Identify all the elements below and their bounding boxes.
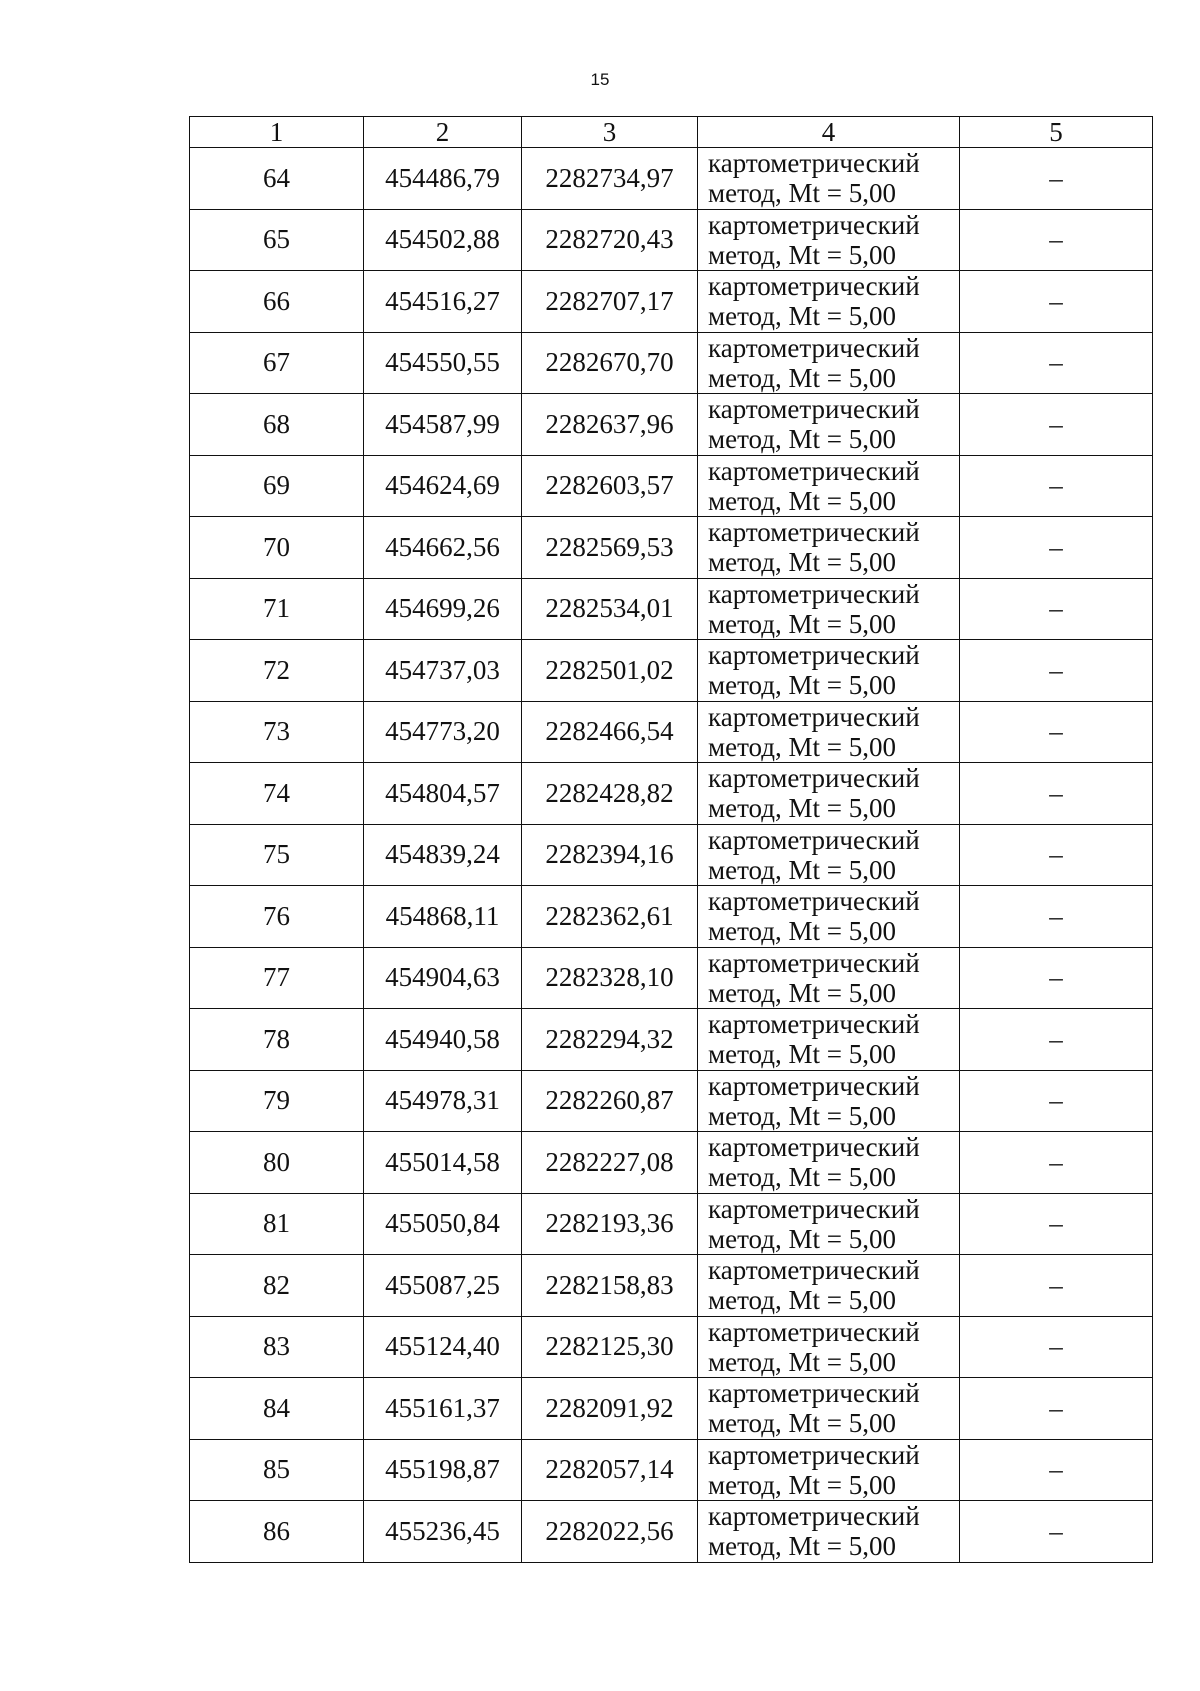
method-line-1: картометрический (708, 332, 920, 363)
method-cell (698, 886, 960, 948)
note-cell: – (960, 1070, 1153, 1132)
point-number: 72 (190, 640, 364, 702)
note-cell: – (960, 824, 1153, 886)
table-row (190, 1378, 1153, 1440)
point-number: 84 (190, 1378, 364, 1440)
table-row (190, 640, 1153, 702)
coordinate-y: 2282362,61 (522, 886, 698, 948)
note-cell: – (960, 1255, 1153, 1317)
method-line-1: картометрический (708, 578, 920, 609)
method-cell (698, 394, 960, 456)
coordinate-y: 2282734,97 (522, 148, 698, 210)
coordinate-x: 454978,31 (364, 1070, 522, 1132)
coordinates-table (189, 116, 1153, 1563)
method-cell (698, 1070, 960, 1132)
table-row (190, 763, 1153, 825)
method-line-2: метод, Mt = 5,00 (708, 731, 896, 762)
method-line-1: картометрический (708, 271, 920, 302)
method-cell (698, 1439, 960, 1501)
method-cell (698, 148, 960, 210)
table-body (190, 148, 1153, 1563)
method-cell (698, 209, 960, 271)
method-cell (698, 640, 960, 702)
coordinate-x: 455198,87 (364, 1439, 522, 1501)
method-line-2: метод, Mt = 5,00 (708, 608, 896, 639)
coordinate-y: 2282057,14 (522, 1439, 698, 1501)
method-line-2: метод, Mt = 5,00 (708, 670, 896, 701)
coordinate-x: 454868,11 (364, 886, 522, 948)
method-cell (698, 1132, 960, 1194)
coordinate-x: 454904,63 (364, 947, 522, 1009)
method-line-2: метод, Mt = 5,00 (708, 1100, 896, 1131)
coordinate-y: 2282022,56 (522, 1501, 698, 1563)
table-row (190, 824, 1153, 886)
table-row (190, 1439, 1153, 1501)
point-number: 68 (190, 394, 364, 456)
point-number: 70 (190, 517, 364, 579)
method-line-1: картометрический (708, 886, 920, 917)
coordinate-y: 2282707,17 (522, 271, 698, 333)
method-line-2: метод, Mt = 5,00 (708, 1531, 896, 1562)
point-number: 71 (190, 578, 364, 640)
coordinate-x: 454550,55 (364, 332, 522, 394)
coordinate-x: 454699,26 (364, 578, 522, 640)
table-row (190, 1193, 1153, 1255)
method-cell (698, 1316, 960, 1378)
method-line-1: картометрический (708, 209, 920, 240)
method-line-1: картометрический (708, 1193, 920, 1224)
coordinate-x: 454502,88 (364, 209, 522, 271)
method-line-1: картометрический (708, 1501, 920, 1532)
note-cell: – (960, 701, 1153, 763)
note-cell: – (960, 271, 1153, 333)
point-number: 67 (190, 332, 364, 394)
point-number: 73 (190, 701, 364, 763)
point-number: 86 (190, 1501, 364, 1563)
method-line-2: метод, Mt = 5,00 (708, 1223, 896, 1254)
table-row (190, 1009, 1153, 1071)
note-cell: – (960, 578, 1153, 640)
method-line-2: метод, Mt = 5,00 (708, 1285, 896, 1316)
point-number: 64 (190, 148, 364, 210)
point-number: 65 (190, 209, 364, 271)
method-line-1: картометрический (708, 763, 920, 794)
coordinate-x: 454773,20 (364, 701, 522, 763)
point-number: 78 (190, 1009, 364, 1071)
coordinate-y: 2282091,92 (522, 1378, 698, 1440)
method-cell (698, 947, 960, 1009)
coordinate-y: 2282394,16 (522, 824, 698, 886)
note-cell: – (960, 1009, 1153, 1071)
method-line-2: метод, Mt = 5,00 (708, 239, 896, 270)
method-line-2: метод, Mt = 5,00 (708, 1469, 896, 1500)
method-cell (698, 1255, 960, 1317)
point-number: 81 (190, 1193, 364, 1255)
point-number: 66 (190, 271, 364, 333)
coordinate-y: 2282328,10 (522, 947, 698, 1009)
note-cell: – (960, 1378, 1153, 1440)
method-cell (698, 1193, 960, 1255)
method-cell (698, 824, 960, 886)
method-line-2: метод, Mt = 5,00 (708, 178, 896, 209)
method-line-2: метод, Mt = 5,00 (708, 1408, 896, 1439)
coordinate-y: 2282125,30 (522, 1316, 698, 1378)
note-cell: – (960, 148, 1153, 210)
method-line-1: картометрический (708, 701, 920, 732)
method-line-1: картометрический (708, 148, 920, 179)
method-line-1: картометрический (708, 1009, 920, 1040)
method-line-2: метод, Mt = 5,00 (708, 485, 896, 516)
method-cell (698, 1501, 960, 1563)
table-row (190, 517, 1153, 579)
note-cell: – (960, 1316, 1153, 1378)
coordinate-y: 2282720,43 (522, 209, 698, 271)
coordinate-x: 455236,45 (364, 1501, 522, 1563)
page-number: 15 (590, 70, 610, 89)
point-number: 80 (190, 1132, 364, 1194)
method-line-1: картометрический (708, 824, 920, 855)
table-row (190, 271, 1153, 333)
point-number: 76 (190, 886, 364, 948)
table-row (190, 455, 1153, 517)
method-line-1: картометрический (708, 1255, 920, 1286)
method-cell (698, 332, 960, 394)
note-cell: – (960, 517, 1153, 579)
coordinate-x: 454839,24 (364, 824, 522, 886)
method-line-1: картометрический (708, 394, 920, 425)
coordinate-x: 455124,40 (364, 1316, 522, 1378)
table-row (190, 1255, 1153, 1317)
coordinate-y: 2282294,32 (522, 1009, 698, 1071)
table-row (190, 332, 1153, 394)
coordinate-x: 454737,03 (364, 640, 522, 702)
coordinate-x: 454587,99 (364, 394, 522, 456)
method-cell (698, 1009, 960, 1071)
method-cell (698, 701, 960, 763)
coordinate-y: 2282466,54 (522, 701, 698, 763)
coordinate-x: 454940,58 (364, 1009, 522, 1071)
method-cell (698, 1378, 960, 1440)
point-number: 82 (190, 1255, 364, 1317)
method-line-2: метод, Mt = 5,00 (708, 1039, 896, 1070)
coordinate-y: 2282158,83 (522, 1255, 698, 1317)
method-cell (698, 455, 960, 517)
method-line-1: картометрический (708, 517, 920, 548)
method-line-2: метод, Mt = 5,00 (708, 916, 896, 947)
note-cell: – (960, 1193, 1153, 1255)
note-cell: – (960, 455, 1153, 517)
point-number: 85 (190, 1439, 364, 1501)
header-row (190, 117, 1153, 148)
table-row (190, 394, 1153, 456)
table-row (190, 1316, 1153, 1378)
point-number: 69 (190, 455, 364, 517)
coordinate-y: 2282670,70 (522, 332, 698, 394)
coordinate-x: 455050,84 (364, 1193, 522, 1255)
note-cell: – (960, 332, 1153, 394)
method-line-1: картометрический (708, 1070, 920, 1101)
method-line-2: метод, Mt = 5,00 (708, 854, 896, 885)
note-cell: – (960, 1501, 1153, 1563)
note-cell: – (960, 763, 1153, 825)
header-col-1: 1 (190, 117, 364, 148)
coordinate-x: 454624,69 (364, 455, 522, 517)
point-number: 77 (190, 947, 364, 1009)
table-row (190, 947, 1153, 1009)
method-cell (698, 578, 960, 640)
coordinate-x: 455087,25 (364, 1255, 522, 1317)
point-number: 83 (190, 1316, 364, 1378)
point-number: 74 (190, 763, 364, 825)
table-row (190, 1501, 1153, 1563)
header-col-5: 5 (960, 117, 1153, 148)
note-cell: – (960, 1132, 1153, 1194)
header-col-4: 4 (698, 117, 960, 148)
method-line-2: метод, Mt = 5,00 (708, 977, 896, 1008)
point-number: 79 (190, 1070, 364, 1132)
table-row (190, 148, 1153, 210)
table-row (190, 209, 1153, 271)
point-number: 75 (190, 824, 364, 886)
note-cell: – (960, 886, 1153, 948)
method-cell (698, 517, 960, 579)
coordinate-y: 2282260,87 (522, 1070, 698, 1132)
coordinate-x: 455161,37 (364, 1378, 522, 1440)
method-line-1: картометрический (708, 1316, 920, 1347)
coordinate-y: 2282534,01 (522, 578, 698, 640)
coordinate-x: 454804,57 (364, 763, 522, 825)
header-col-3: 3 (522, 117, 698, 148)
coordinate-y: 2282603,57 (522, 455, 698, 517)
method-line-2: метод, Mt = 5,00 (708, 547, 896, 578)
method-line-2: метод, Mt = 5,00 (708, 1346, 896, 1377)
table-row (190, 701, 1153, 763)
table-row (190, 578, 1153, 640)
coordinate-y: 2282501,02 (522, 640, 698, 702)
method-line-1: картометрический (708, 1132, 920, 1163)
method-line-1: картометрический (708, 640, 920, 671)
method-line-2: метод, Mt = 5,00 (708, 362, 896, 393)
note-cell: – (960, 947, 1153, 1009)
method-line-1: картометрический (708, 1439, 920, 1470)
method-line-2: метод, Mt = 5,00 (708, 1162, 896, 1193)
note-cell: – (960, 1439, 1153, 1501)
header-col-2: 2 (364, 117, 522, 148)
table-row (190, 886, 1153, 948)
method-line-2: метод, Mt = 5,00 (708, 793, 896, 824)
method-line-2: метод, Mt = 5,00 (708, 424, 896, 455)
method-cell (698, 763, 960, 825)
table-header (190, 117, 1153, 148)
note-cell: – (960, 394, 1153, 456)
coordinate-x: 454486,79 (364, 148, 522, 210)
note-cell: – (960, 640, 1153, 702)
coordinate-x: 454662,56 (364, 517, 522, 579)
coordinate-x: 454516,27 (364, 271, 522, 333)
coordinate-y: 2282193,36 (522, 1193, 698, 1255)
coordinate-x: 455014,58 (364, 1132, 522, 1194)
method-line-1: картометрический (708, 1378, 920, 1409)
table-row (190, 1132, 1153, 1194)
coordinate-y: 2282569,53 (522, 517, 698, 579)
method-line-1: картометрический (708, 947, 920, 978)
coordinate-y: 2282428,82 (522, 763, 698, 825)
method-line-1: картометрический (708, 455, 920, 486)
coordinate-y: 2282637,96 (522, 394, 698, 456)
method-cell (698, 271, 960, 333)
method-line-2: метод, Mt = 5,00 (708, 301, 896, 332)
note-cell: – (960, 209, 1153, 271)
table-row (190, 1070, 1153, 1132)
coordinate-y: 2282227,08 (522, 1132, 698, 1194)
